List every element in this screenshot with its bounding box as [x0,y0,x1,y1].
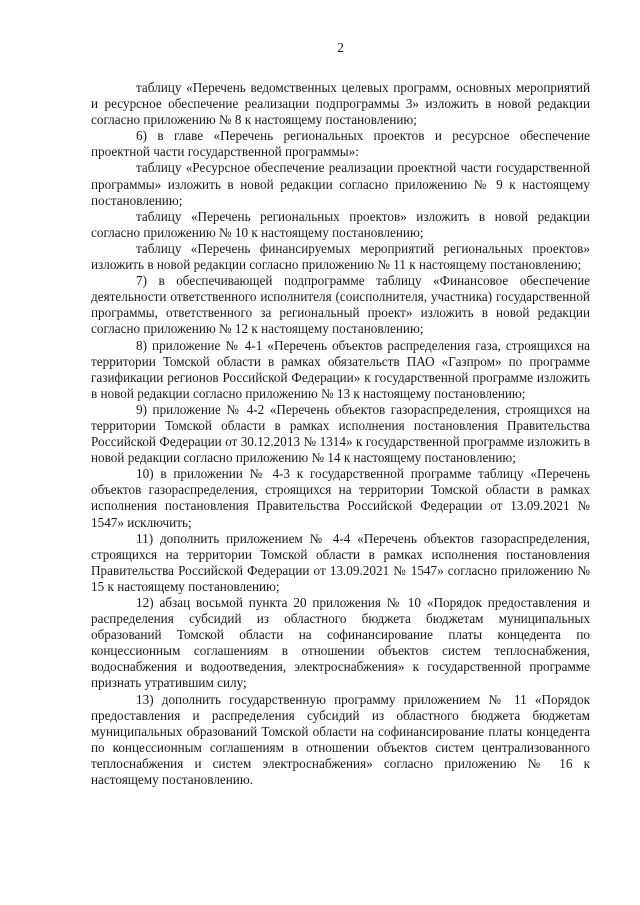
paragraph: таблицу «Ресурсное обеспечение реализации проектной части государственной программы» изложить в новой редакции согласно приложению № 9 к настоящему постановлению; [91,160,590,208]
document-body [91,80,590,788]
paragraph: таблицу «Перечень финансируемых мероприятий региональных проектов» изложить в новой редакции согласно приложению № 11 к настоящему постановлению; [91,240,590,273]
page-number: 2 [337,40,344,55]
paragraph: 6) в главе «Перечень региональных проектов и ресурсное обеспечение проектной части государственной программы»: [91,128,590,160]
paragraph: 13) дополнить государственную программу приложением № 11 «Порядок предоставления и распределения субсидий из областного бюджета бюджетам муниципальных образований Томской области на софинансирование платы концедента по концессионным соглашениям в отношении объектов систем централизованного теплоснабжения и систем электроснабжения» согласно приложению № 16 к настоящему постановлению. [91,691,590,788]
paragraph: 11) дополнить приложением № 4-4 «Перечень объектов газораспределения, строящихся на территории Томской области в рамках исполнения постановления Правительства Российской Федерации от 13.09.2021 № 1547» согласно приложению № 15 к настоящему постановлению; [91,530,590,594]
paragraph: таблицу «Перечень региональных проектов» изложить в новой редакции согласно приложению № 10 к настоящему постановлению; [91,208,590,240]
paragraph: 12) абзац восьмой пункта 20 приложения № 10 «Порядок предоставления и распределения субсидий из областного бюджета бюджетам муниципальных образований Томской области на софинансирование платы концедента по концессионным соглашениям в отношении объектов систем теплоснабжения, водоснабжения и водоотведения, электроснабжения» к государственной программе признать утратившим силу; [91,595,590,691]
paragraph: 9) приложение № 4-2 «Перечень объектов газораспределения, строящихся на территории Томской области в рамках исполнения постановления Правительства Российской Федерации от 30.12.2013 № 1314» к государственной программе изложить в новой редакции согласно приложению № 14 к настоящему постановлению; [91,401,590,466]
paragraph: 7) в обеспечивающей подпрограмме таблицу «Финансовое обеспечение деятельности ответственного исполнителя (соисполнителя, участника) государственной программы, ответственного за региональный проект» изложить в новой редакции согласно приложению № 12 к настоящему постановлению; [91,273,590,337]
paragraph: 10) в приложении № 4-3 к государственной программе таблицу «Перечень объектов газораспределения, строящихся на территории Томской области в рамках исполнения постановления Правительства Российской Федерации от 13.09.2021 № 1547» исключить; [91,466,590,530]
paragraph: 8) приложение № 4-1 «Перечень объектов распределения газа, строящихся на территории Томской области в рамках обязательств ПАО «Газпром» по программе газификации регионов Российской Федерации» к государственной программе изложить в новой редакции согласно приложению № 13 к настоящему постановлению; [91,337,590,401]
paragraph: таблицу «Перечень ведомственных целевых программ, основных мероприятий и ресурсное обеспечение реализации подпрограммы 3» изложить в новой редакции согласно приложению № 8 к настоящему постановлению; [91,80,590,128]
